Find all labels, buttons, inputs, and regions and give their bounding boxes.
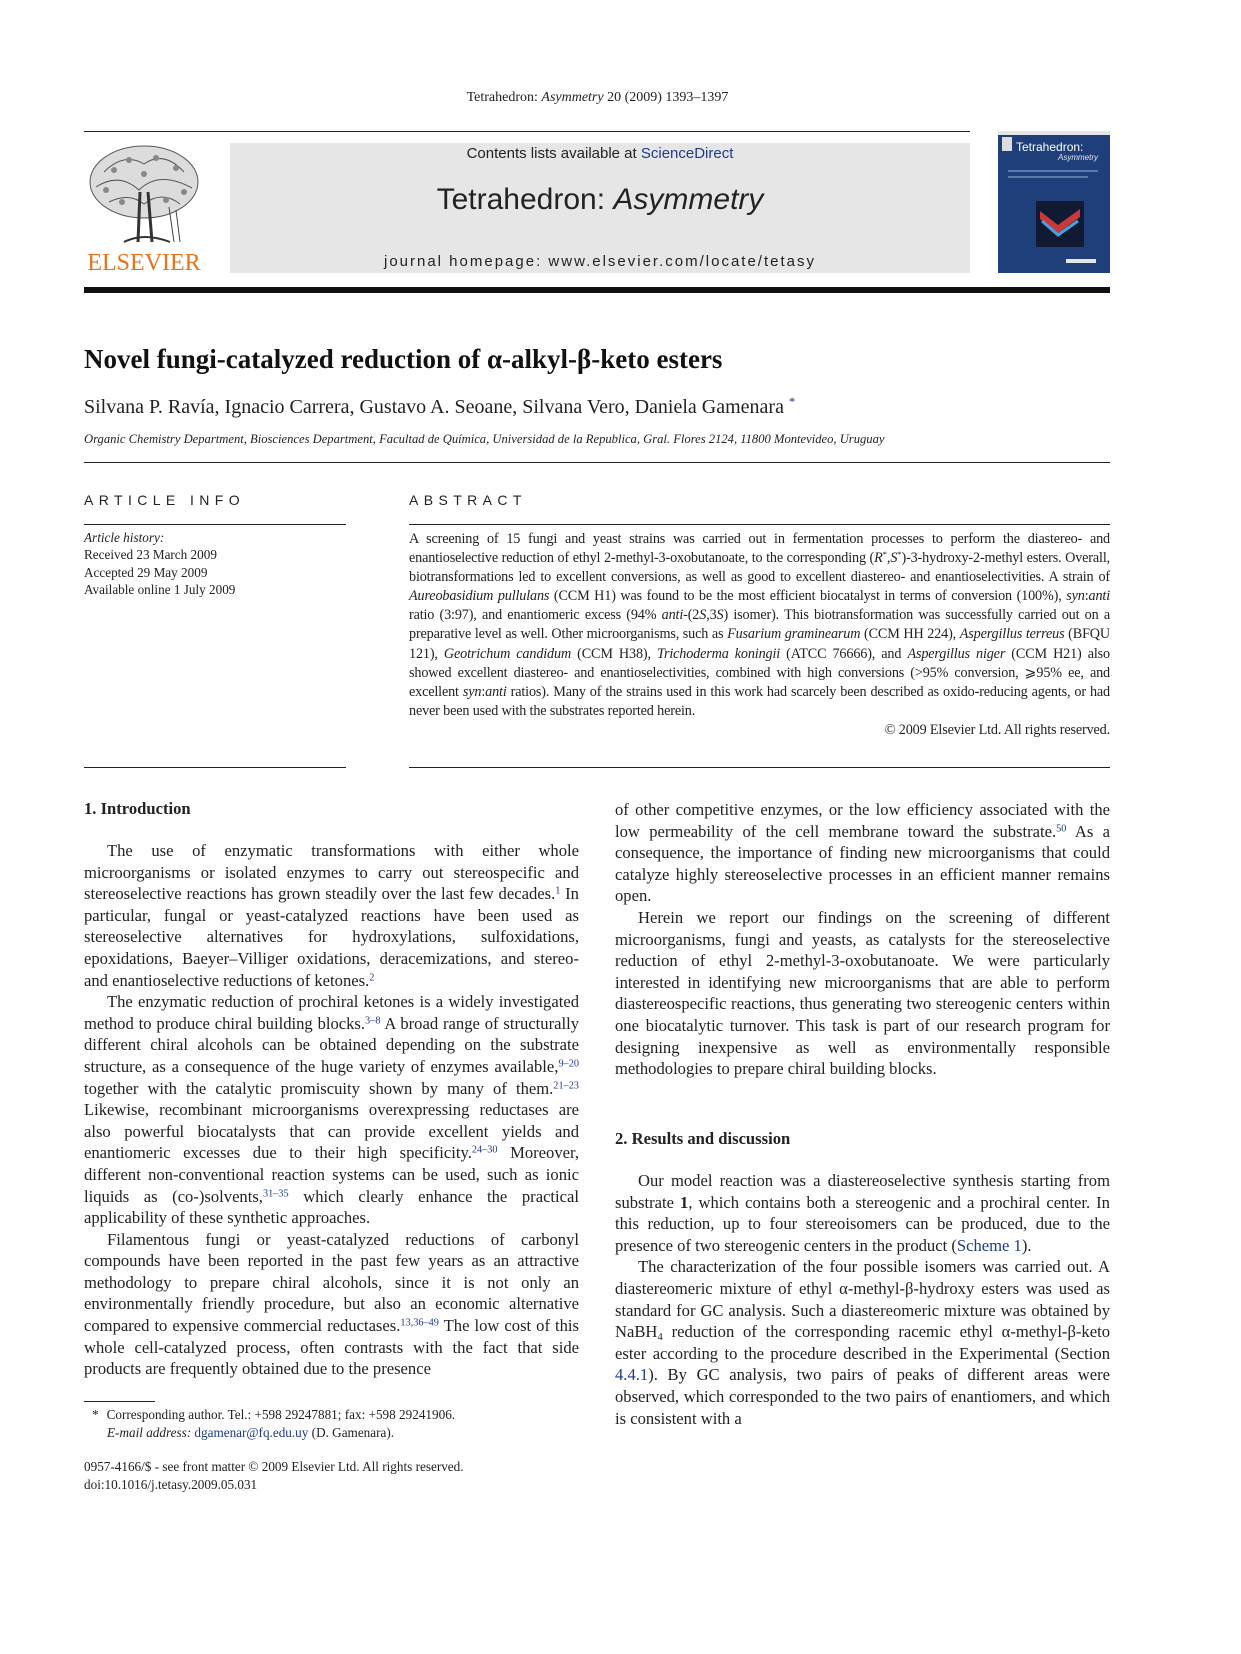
elsevier-logo xyxy=(84,142,204,276)
ref-link[interactable]: 21–23 xyxy=(553,1079,579,1091)
intro-paragraph-2: The enzymatic reduction of prochiral ketones is a widely investigated method to produce chiral building blocks.$^{3-8}$ A broad range of structurally different chiral alcohols can be obtained depending on the substrate structure, as a consequence of the huge variety of enzymes available,$^{9-20}$ together with the catalytic promiscuity shown by many of them.$^{21-23}$ Likewise, recombinant microorganisms overexpressing reductases are also powerful biocatalysts that can provide excellent yields and enantiomeric excesses due to their high specificity.$^{24-30}$ Moreover, different non-conventional reaction systems can be used, such as ionic liquids as (co-)solvents,$^{31-35}$ which clearly enhance the practical applicability of these synthetic approaches. xyxy=(84,992,579,1228)
footnote-email: E-mail address: dgamenar@fq.edu.uy (D. Gamenara). xyxy=(107,1424,395,1440)
contents-line: Contents lists available at ScienceDirect xyxy=(466,145,734,162)
intro-paragraph-1: The use of enzymatic transformations with either whole microorganisms or isolated enzymes to carry out stereospecific and stereoselective reactions has grown steadily over the last few decades.$^1$ In particular, fungal or yeast-catalyzed reactions have been used as stereoselective alternatives for hydroxylations, sulfoxidations, epoxidations, Baeyer–Villiger oxidations, deracemizations, and stereo- and enantioselective reductions of ketones.$^2$ xyxy=(84,841,579,990)
cover-graphic-icon xyxy=(998,131,1110,273)
corresponding-author-mark[interactable]: * xyxy=(788,395,796,410)
footnote-rule xyxy=(84,1401,155,1402)
ref-link[interactable]: 2 xyxy=(369,971,375,983)
intro-heading: 1. Introduction xyxy=(84,799,191,818)
journal-banner xyxy=(230,143,970,273)
abstract-bottom-rule xyxy=(409,767,1110,768)
elsevier-tree-icon xyxy=(84,142,204,252)
elsevier-wordmark: ELSEVIER xyxy=(87,250,201,276)
email-link[interactable]: dgamenar@fq.edu.uy xyxy=(194,1424,309,1440)
footnote-corresponding: * Corresponding author. Tel.: +598 29247881; fax: +598 29241906. xyxy=(92,1407,456,1422)
intro-col-left xyxy=(84,840,579,1380)
intro-paragraph-3-cont: of other competitive enzymes, or the low efficiency associated with the low permeability of the cell membrane toward the substrate.$^{50}$ As a consequence, the importance of finding new microorganisms that could catalyze highly stereoselective processes in an efficient manner remains open. xyxy=(615,800,1110,906)
doi-line[interactable]: doi:10.1016/j.tetasy.2009.05.031 xyxy=(84,1476,258,1492)
ref-link[interactable]: 3–8 xyxy=(365,1015,381,1027)
cover-subtitle: Asymmetry xyxy=(1058,153,1098,162)
section-link[interactable]: 4.4.1 xyxy=(615,1365,649,1385)
results-heading: 2. Results and discussion xyxy=(615,1129,791,1148)
online-date: Available online 1 July 2009 xyxy=(84,582,236,598)
intro-paragraph-4: Herein we report our findings on the screening of different microorganisms, fungi and yeasts, as catalysts for the stereoselective reduction of ethyl 2-methyl-3-oxobutanoate. We were particularly interested in identifying new microorganisms that are able to perform diastereospecific reactions, thus generating two stereogenic centers within one biocatalytic turnover. This task is part of our research program for designing inexpensive as well as environmentally responsible methodologies to prepare chiral building blocks. xyxy=(615,907,1110,1079)
received-date: Received 23 March 2009 xyxy=(84,547,217,563)
abstract-rule xyxy=(409,524,1110,525)
ref-link[interactable]: 24–30 xyxy=(471,1144,498,1156)
abstract-heading: ABSTRACT xyxy=(409,492,527,508)
author-list: Silvana P. Ravía, Ignacio Carrera, Gustavo A. Seoane, Silvana Vero, Daniela Gamenara * xyxy=(84,395,796,418)
abstract-copyright: © 2009 Elsevier Ltd. All rights reserved. xyxy=(884,721,1110,738)
results-paragraph-2: The characterization of the four possible isomers was carried out. A diastereomeric mixture of ethyl α-methyl-β-hydroxy esters was used as standard for GC analysis. Such a diastereomeric mixture was obtained by NaBH$_4$ reduction of the corresponding racemic ethyl α-methyl-β-keto ester according to the procedure described in the Experimental (Section 4.4.1). By GC analysis, two pairs of peaks of different areas were observed, which corresponded to the two pairs of enantiomers, and which is consistent with a xyxy=(615,1257,1110,1428)
ref-link[interactable]: 9–20 xyxy=(558,1058,579,1070)
results-body xyxy=(615,1170,1110,1429)
ref-link[interactable]: 31–35 xyxy=(262,1187,289,1199)
article-history xyxy=(84,529,235,599)
header-top-rule xyxy=(84,131,970,132)
journal-title: Tetrahedron: Asymmetry xyxy=(436,183,764,216)
cover-title: Tetrahedron: xyxy=(1016,140,1084,154)
issn-line: 0957-4166/$ - see front matter © 2009 Elsevier Ltd. All rights reserved. xyxy=(84,1459,464,1474)
article-info-bottom-rule xyxy=(84,767,346,768)
history-label: Article history: xyxy=(84,530,165,545)
ref-link[interactable]: 1 xyxy=(555,885,561,897)
affiliation: Organic Chemistry Department, Biosciences Department, Facultad de Química, Universidad de la Republica, Gral. Flores 2124, 11800 Montevideo, Uruguay xyxy=(84,432,885,446)
journal-citation: Tetrahedron: Asymmetry 20 (2009) 1393–1397 xyxy=(466,90,729,105)
abstract-body: A screening of 15 fungi and yeast strains was carried out in fermentation processes to perform the diastereo- and enantioselective reduction of ethyl 2-methyl-3-oxobutanoate, to the corresponding (R*,S*)-3-hydroxy-2-methyl esters. Overall, biotransformations led to excellent conversions, as well as good to excellent diastereo- and enantioselectivities. A strain of Aureobasidium pullulans (CCM H1) was found to be the most efficient biocatalyst in terms of conversion (100%), syn:anti ratio (3:97), and enantiomeric excess (94% anti-(2S,3S) isomer). This biotransformation was successfully carried out on a preparative level as well. Other microorganisms, such as Fusarium graminearum (CCM HH 224), Aspergillus terreus (BFQU 121), Geotrichum candidum (CCM H38), Trichoderma koningii (ATCC 76666), and Aspergillus niger (CCM H21) also showed excellent diastereo- and enantioselectivities, combined with high conversions (>95% conversion, ⩾95% ee, and excellent syn:anti ratios). Many of the strains used in this work had scarcely been described as oxido-reducing agents, or had never been used with the substrates reported herein. © 2009 Elsevier Ltd. All rights reserved. xyxy=(409,530,1110,740)
journal-cover xyxy=(998,131,1110,273)
article-title: Novel fungi-catalyzed reduction of α-alkyl-β-keto esters xyxy=(84,344,723,374)
intro-paragraph-3: Filamentous fungi or yeast-catalyzed reductions of carbonyl compounds have been reported in the past few years as an attractive methodology to prepare chiral alcohols, since it is not only an environmentally friendly procedure, but also an economic alternative compared to expensive commercial reductases.$^{13,36-49}$ The low cost of this whole cell-catalyzed process, often contrasts with the fact that side products are frequently obtained due to the presence xyxy=(84,1229,579,1379)
article-info-rule xyxy=(84,524,346,525)
article-info-heading: ARTICLE INFO xyxy=(84,492,246,508)
results-paragraph-1: Our model reaction was a diastereoselective synthesis starting from substrate 1, which contains both a stereogenic and a prochiral center. In this reduction, up to four stereoisomers can be produced, due to the presence of two stereogenic centers in the product (Scheme 1). xyxy=(615,1171,1110,1255)
accepted-date: Accepted 29 May 2009 xyxy=(84,564,208,580)
title-bottom-rule xyxy=(84,462,1110,463)
page-footer xyxy=(84,1458,464,1493)
footnote xyxy=(92,1406,455,1441)
journal-homepage[interactable]: journal homepage: www.elsevier.com/locate/tetasy xyxy=(383,253,816,270)
sciencedirect-link[interactable]: ScienceDirect xyxy=(640,145,734,162)
ref-link[interactable]: 13,36–49 xyxy=(400,1317,439,1329)
scheme-link[interactable]: Scheme 1 xyxy=(956,1235,1022,1255)
ref-link[interactable]: 50 xyxy=(1056,822,1067,834)
intro-col-right xyxy=(615,799,1110,1080)
header-thick-rule xyxy=(84,287,1110,293)
